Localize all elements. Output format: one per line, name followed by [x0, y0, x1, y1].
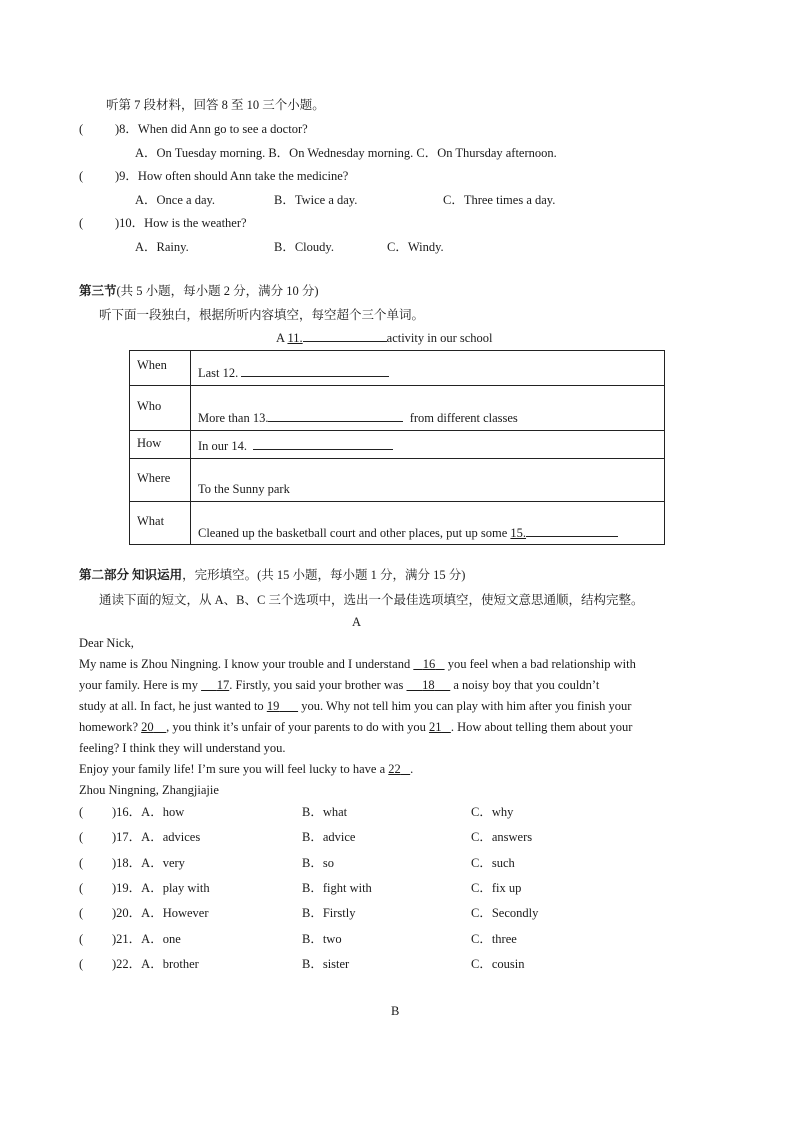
- row-value: Cleaned up the basketball court and other places, put up some 15.: [191, 502, 665, 545]
- q20-option-a[interactable]: )20．A．However: [112, 906, 209, 920]
- blank-18[interactable]: 18: [422, 678, 435, 692]
- passage-b-label: B: [391, 1004, 400, 1018]
- q21-option-b[interactable]: B．two: [302, 932, 342, 946]
- table-row: [130, 459, 665, 502]
- q9-stem: )9．How often should Ann take the medicine?: [115, 169, 349, 183]
- blank-22[interactable]: 22: [388, 762, 401, 776]
- letter-line-5: feeling? I think they will understand you.: [79, 741, 286, 755]
- q18-option-c[interactable]: C．such: [471, 856, 515, 870]
- letter-line-4: homework? 20 , you think it’s unfair of your parents to do with you 21 . How about telling them about your: [79, 720, 633, 734]
- q18-option-b[interactable]: B．so: [302, 856, 334, 870]
- q17-paren: (: [79, 830, 84, 844]
- q22-option-b[interactable]: B．sister: [302, 957, 350, 971]
- q17-option-b[interactable]: B．advice: [302, 830, 356, 844]
- q19-option-b[interactable]: B．fight with: [302, 881, 372, 895]
- q21-option-c[interactable]: C．three: [471, 932, 517, 946]
- letter-greeting: Dear Nick,: [79, 636, 134, 650]
- q21-option-a[interactable]: )21．A．one: [112, 932, 181, 946]
- table-row: [130, 502, 665, 545]
- q18-option-a[interactable]: )18．A．very: [112, 856, 185, 870]
- q21-paren: (: [79, 932, 84, 946]
- passage-label: A: [352, 615, 362, 629]
- table-title: A 11. activity in our school: [276, 331, 493, 345]
- q9-option-c: C．Three times a day.: [443, 193, 556, 207]
- q19-paren: (: [79, 881, 84, 895]
- q16-option-b[interactable]: B．what: [302, 805, 348, 819]
- part2-title: 第二部分 知识运用，完形填空。(共 15 小题，每小题 1 分，满分 15 分): [79, 568, 466, 582]
- q20-paren: (: [79, 906, 84, 920]
- blank-16[interactable]: 16: [422, 657, 436, 671]
- q10-option-c: C．Windy.: [387, 240, 444, 254]
- q19-option-c[interactable]: C．fix up: [471, 881, 522, 895]
- blank-17[interactable]: 17: [216, 678, 230, 692]
- part2-instruction: 通读下面的短文，从 A、B、C 三个选项中，选出一个最佳选项填空，使短文意思通顺，结构完整。: [99, 593, 644, 607]
- letter-line-3: study at all. In fact, he just wanted to 19 you. Why not tell him you can play with him after you finish your: [79, 699, 632, 713]
- q8-options: A．On Tuesday morning. B．On Wednesday morning. C．On Thursday afternoon.: [135, 146, 557, 160]
- blank-21[interactable]: 21: [428, 720, 442, 734]
- row-key: What: [130, 502, 191, 545]
- row-value: In our 14.: [191, 431, 665, 459]
- row-value: Last 12.: [191, 351, 665, 386]
- blank-13[interactable]: [268, 409, 403, 422]
- listening-table: [129, 350, 665, 545]
- letter-line-1: My name is Zhou Ningning. I know your trouble and I understand 16 you feel when a bad relationship with: [79, 657, 636, 671]
- q8-stem: )8．When did Ann go to see a doctor?: [115, 122, 308, 136]
- q9-option-b: B．Twice a day.: [274, 193, 358, 207]
- q22-option-c[interactable]: C．cousin: [471, 957, 525, 971]
- letter-signature: Zhou Ningning, Zhangjiajie: [79, 783, 219, 797]
- blank-14[interactable]: [253, 437, 393, 450]
- q22-paren: (: [79, 957, 84, 971]
- q20-option-c[interactable]: C．Secondly: [471, 906, 539, 920]
- q10-stem: )10．How is the weather?: [115, 216, 247, 230]
- table-row: [130, 351, 665, 386]
- row-key: Where: [130, 459, 191, 502]
- q10-paren: (: [79, 216, 84, 230]
- q19-option-a[interactable]: )19．A．play with: [112, 881, 210, 895]
- q9-option-a: A．Once a day.: [135, 193, 216, 207]
- table-row: [130, 431, 665, 459]
- listen7-heading: 听第 7 段材料，回答 8 至 10 三个小题。: [106, 98, 325, 112]
- blank-15[interactable]: [526, 524, 618, 537]
- letter-line-6: Enjoy your family life! I’m sure you will feel lucky to have a 22 .: [79, 762, 414, 776]
- row-key: How: [130, 431, 191, 459]
- row-value: More than 13. from different classes: [191, 386, 665, 431]
- table-row: [130, 386, 665, 431]
- blank-12[interactable]: [241, 364, 389, 377]
- row-key: Who: [130, 386, 191, 431]
- q10-option-a: A．Rainy.: [135, 240, 189, 254]
- row-key: When: [130, 351, 191, 386]
- q18-paren: (: [79, 856, 84, 870]
- q17-option-a[interactable]: )17．A．advices: [112, 830, 201, 844]
- q9-paren: (: [79, 169, 84, 183]
- row-value: To the Sunny park: [191, 459, 665, 502]
- letter-line-2: your family. Here is my 17. Firstly, you said your brother was 18 a noisy boy that you couldn’t: [79, 678, 600, 692]
- section3-instruction: 听下面一段独白，根据所听内容填空，每空超个三个单词。: [99, 308, 425, 322]
- q20-option-b[interactable]: B．Firstly: [302, 906, 356, 920]
- q8-paren: (: [79, 122, 84, 136]
- blank-19[interactable]: 19: [266, 699, 280, 713]
- section3-title: 第三节(共 5 小题，每小题 2 分，满分 10 分): [79, 284, 319, 298]
- blank-20[interactable]: 20: [141, 720, 154, 734]
- q16-option-c[interactable]: C．why: [471, 805, 514, 819]
- q17-option-c[interactable]: C．answers: [471, 830, 533, 844]
- q22-option-a[interactable]: )22．A．brother: [112, 957, 199, 971]
- q16-option-a[interactable]: )16．A．how: [112, 805, 185, 819]
- q16-paren: (: [79, 805, 84, 819]
- q10-option-b: B．Cloudy.: [274, 240, 334, 254]
